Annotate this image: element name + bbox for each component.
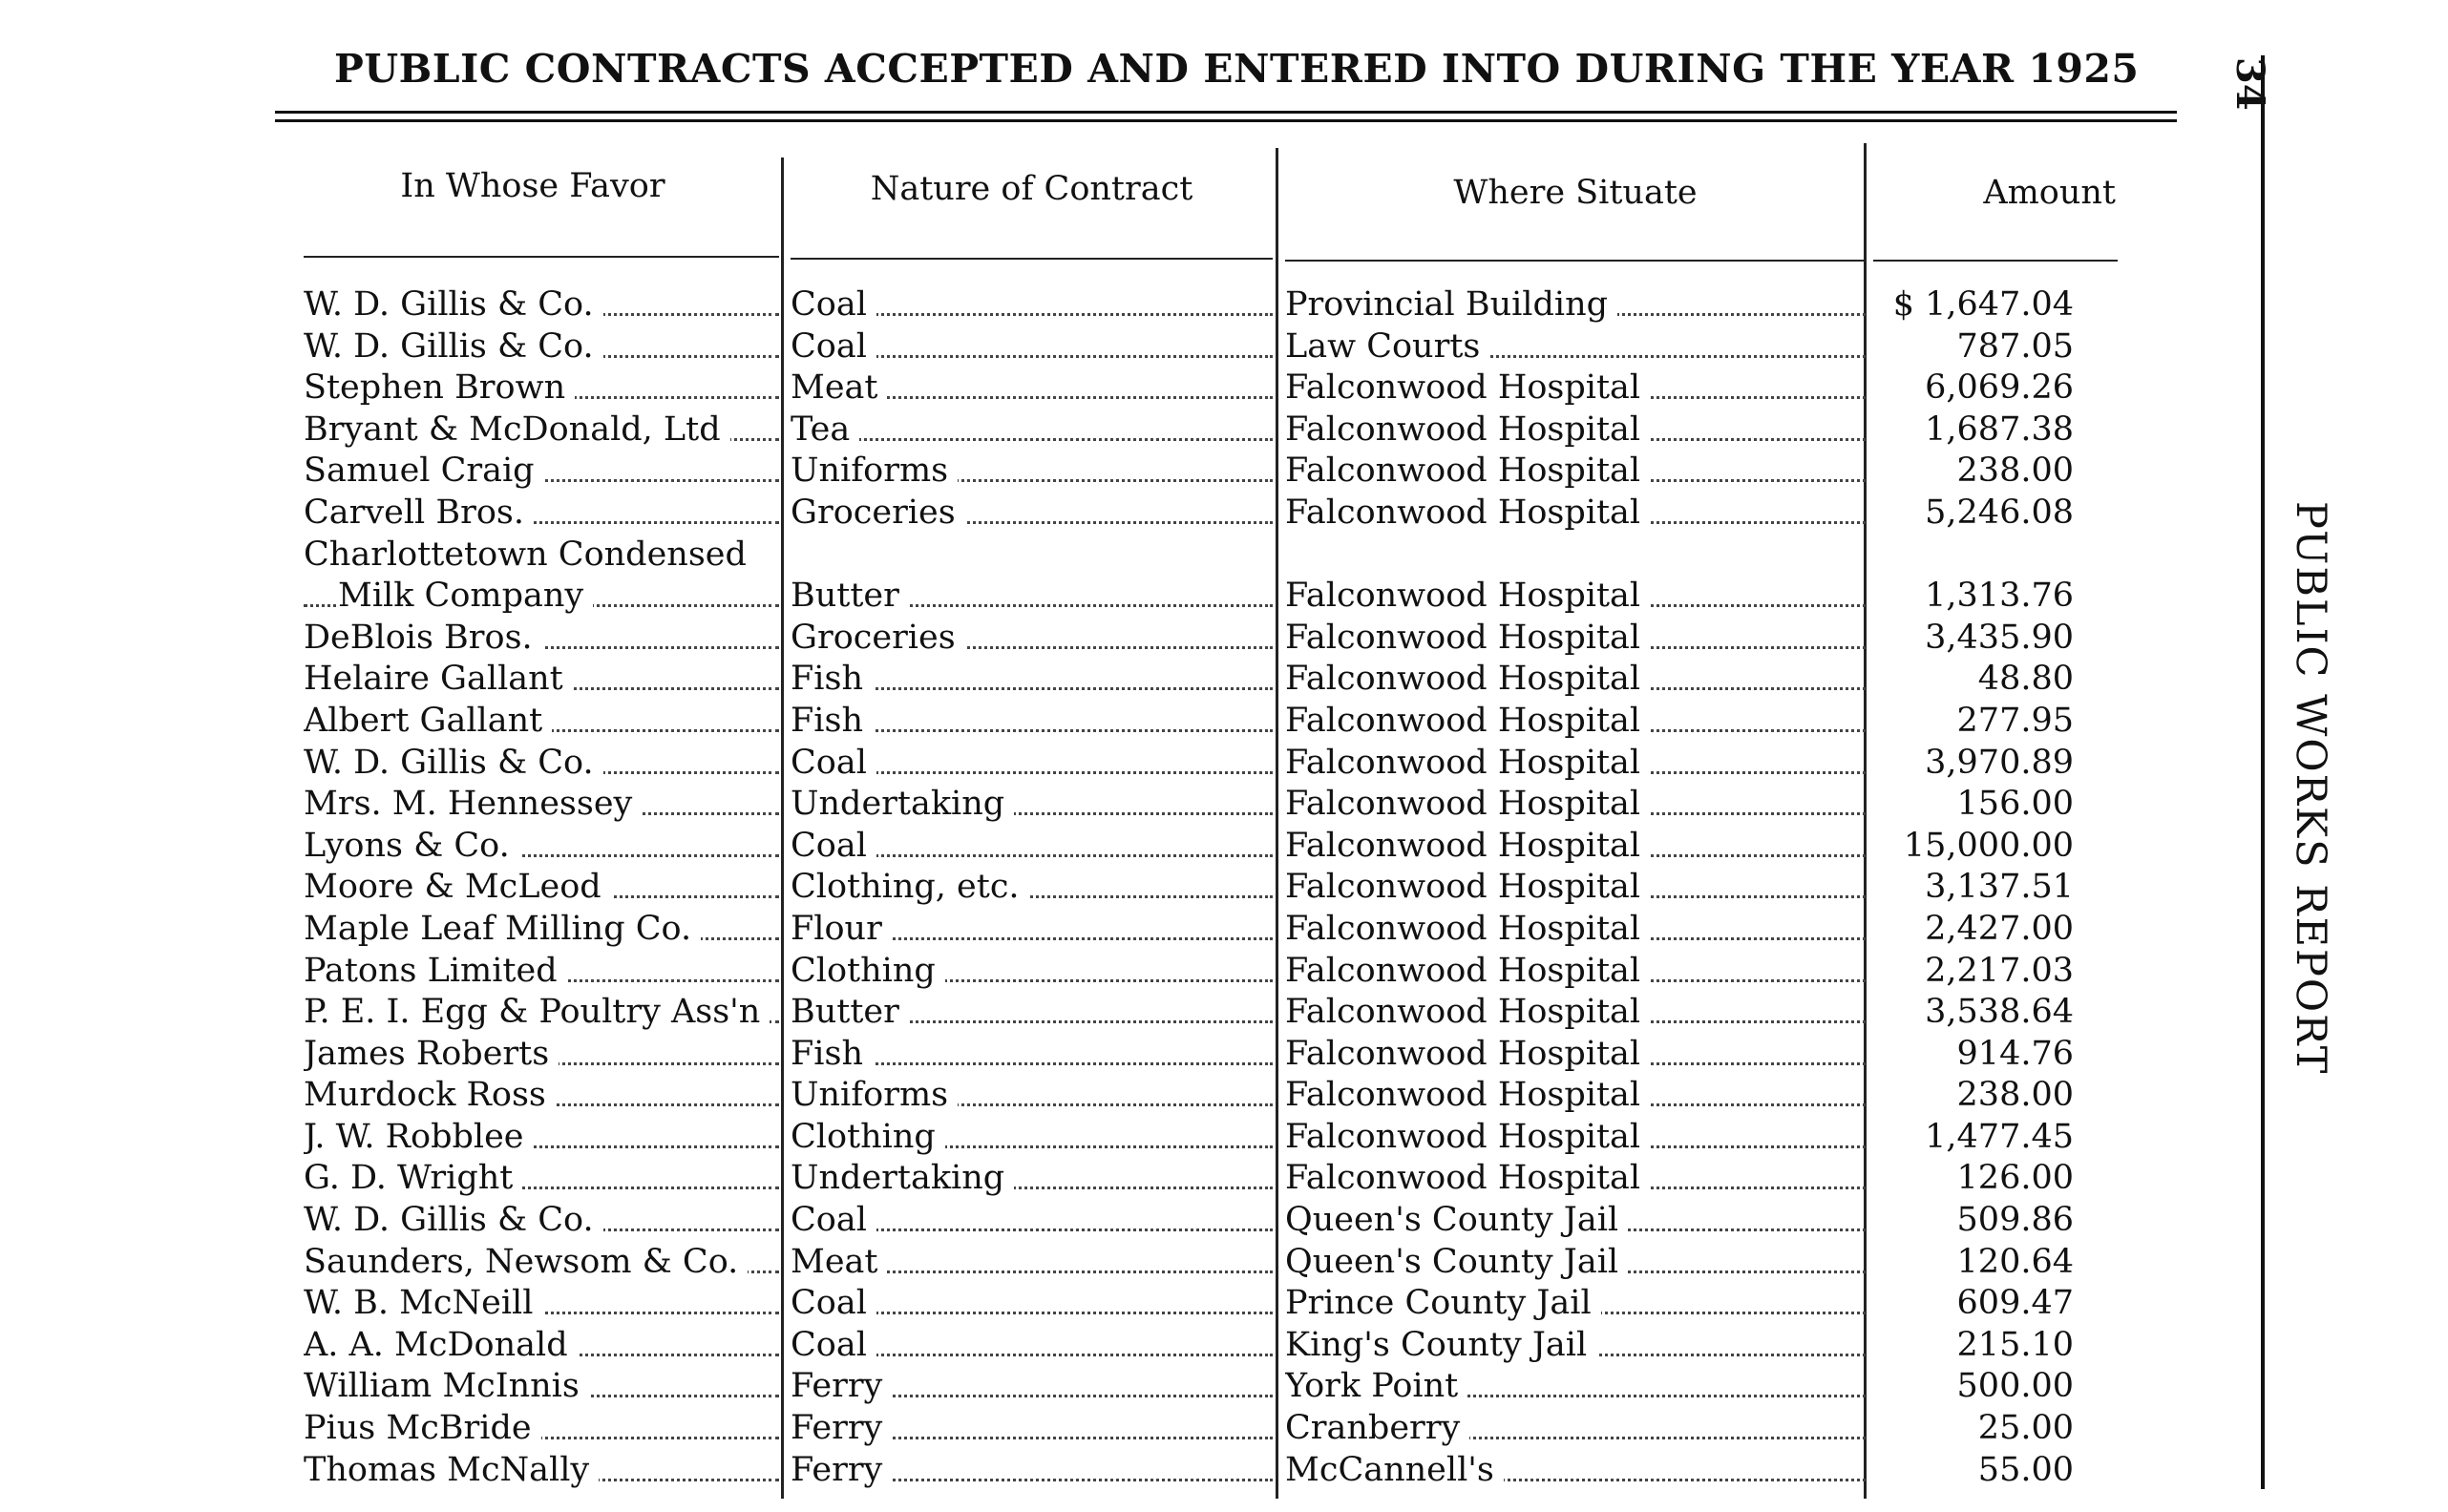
cell-amount-text: 25.00 (1978, 1409, 2083, 1447)
cell-where-text: Falconwood Hospital (1285, 577, 1650, 615)
cell-nature-text: Fish (791, 660, 873, 698)
cell-favor-text: Charlottetown Condensed (304, 536, 756, 574)
cell-favor (304, 784, 779, 825)
cell-favor (304, 284, 779, 326)
cell-favor-text: Helaire Gallant (304, 660, 573, 698)
cell-nature-text: Meat (791, 368, 887, 407)
cell-amount-text: 126.00 (1957, 1159, 2083, 1197)
cell-where (1285, 1075, 1866, 1116)
cell-where-text: McCannell's (1285, 1451, 1504, 1489)
cell-amount-text (2074, 536, 2083, 574)
cell-favor (304, 1366, 779, 1407)
cell-where (1285, 1158, 1866, 1199)
margin-rule (2261, 55, 2265, 1489)
cell-favor (304, 326, 779, 368)
cell-amount (1871, 826, 2083, 867)
cell-where (1285, 1283, 1866, 1324)
table-row (0, 1325, 2196, 1367)
cell-where (1285, 284, 1866, 326)
cell-nature-text: Clothing (791, 1118, 945, 1156)
cell-where-text (1285, 536, 1295, 574)
table-row (0, 1450, 2196, 1492)
cell-amount (1871, 1366, 2083, 1407)
cell-amount-text: 1,313.76 (1925, 577, 2083, 615)
cell-where-text: Prince County Jail (1285, 1284, 1601, 1322)
cell-favor-text: Thomas McNally (304, 1451, 599, 1489)
cell-favor (304, 535, 779, 576)
header-amount: Amount (1983, 174, 2116, 212)
cell-nature (791, 743, 1273, 784)
table-row (0, 784, 2196, 826)
cell-nature (791, 1408, 1273, 1449)
cell-favor (304, 826, 779, 867)
cell-nature-text: Uniforms (791, 452, 958, 490)
table-row (0, 992, 2196, 1034)
title-double-rule (275, 111, 2177, 122)
cell-where-text: Falconwood Hospital (1285, 660, 1650, 698)
cell-where (1285, 701, 1866, 742)
cell-where-text: Falconwood Hospital (1285, 368, 1650, 407)
cell-where (1285, 1117, 1866, 1158)
cell-favor (304, 1408, 779, 1449)
cell-nature (791, 1200, 1273, 1241)
cell-nature (791, 1242, 1273, 1283)
table-row (0, 951, 2196, 993)
cell-nature (791, 1117, 1273, 1158)
cell-where (1285, 743, 1866, 784)
cell-nature-text: Coal (791, 327, 876, 366)
cell-where (1285, 451, 1866, 492)
cell-favor-text: W. D. Gillis & Co. (304, 285, 603, 324)
cell-favor-text: Samuel Craig (304, 452, 544, 490)
header-nature-of-contract: Nature of Contract (870, 170, 1193, 208)
cell-where-text: Falconwood Hospital (1285, 744, 1650, 782)
cell-amount (1871, 326, 2083, 368)
cell-nature (791, 1158, 1273, 1199)
cell-where-text: Falconwood Hospital (1285, 1035, 1650, 1073)
cell-favor-text: William McInnis (304, 1367, 589, 1405)
cell-amount (1871, 701, 2083, 742)
cell-amount-text: 914.76 (1957, 1035, 2083, 1073)
cell-favor-text: Bryant & McDonald, Ltd (304, 410, 730, 449)
cell-where-text: Falconwood Hospital (1285, 1118, 1650, 1156)
cell-amount (1871, 410, 2083, 451)
cell-favor (304, 659, 779, 700)
cell-favor-text: W. B. McNeill (304, 1284, 542, 1322)
table-row (0, 618, 2196, 660)
cell-amount (1871, 576, 2083, 617)
table-row (0, 909, 2196, 951)
cell-where-text: Falconwood Hospital (1285, 868, 1650, 906)
cell-amount-text: 6,069.26 (1925, 368, 2083, 407)
cell-where-text: Falconwood Hospital (1285, 1076, 1650, 1114)
cell-favor-text: Milk Company (338, 577, 593, 615)
header-rule-nature (791, 258, 1273, 260)
table-row (0, 1366, 2196, 1408)
table-row (0, 1200, 2196, 1242)
cell-nature-text: Coal (791, 827, 876, 865)
cell-nature (791, 1075, 1273, 1116)
cell-favor (304, 701, 779, 742)
cell-where (1285, 535, 1866, 576)
cell-where-text: Law Courts (1285, 327, 1489, 366)
cell-nature (791, 576, 1273, 617)
cell-nature (791, 410, 1273, 451)
cell-where-text: Falconwood Hospital (1285, 827, 1650, 865)
table-row (0, 1242, 2196, 1284)
cell-amount (1871, 784, 2083, 825)
cell-favor-text: James Roberts (304, 1035, 559, 1073)
cell-where (1285, 1450, 1866, 1491)
cell-favor (304, 1075, 779, 1116)
cell-where-text: Queen's County Jail (1285, 1243, 1628, 1281)
cell-where (1285, 410, 1866, 451)
cell-favor-text: J. W. Robblee (304, 1118, 534, 1156)
cell-nature (791, 368, 1273, 409)
page-title: PUBLIC CONTRACTS ACCEPTED AND ENTERED INTO DURING THE YEAR 1925 (334, 46, 2140, 92)
cell-where-text: Falconwood Hospital (1285, 1159, 1650, 1197)
cell-favor (304, 1283, 779, 1324)
cell-amount (1871, 284, 2083, 326)
cell-nature-text: Meat (791, 1243, 887, 1281)
cell-where (1285, 576, 1866, 617)
cell-nature-text: Clothing, etc. (791, 868, 1029, 906)
cell-favor-text: Saunders, Newsom & Co. (304, 1243, 748, 1281)
cell-nature (791, 909, 1273, 950)
cell-favor-text: Lyons & Co. (304, 827, 519, 865)
header-rule-where (1285, 260, 1866, 262)
cell-favor (304, 410, 779, 451)
cell-where (1285, 909, 1866, 950)
cell-nature (791, 493, 1273, 534)
cell-nature-text: Coal (791, 285, 876, 324)
cell-favor (304, 992, 779, 1033)
cell-amount-text: 1,687.38 (1925, 410, 2083, 449)
cell-amount-text: 3,435.90 (1925, 619, 2083, 657)
cell-nature (791, 951, 1273, 992)
cell-favor (304, 1200, 779, 1241)
cell-favor (304, 1325, 779, 1366)
cell-amount (1871, 1325, 2083, 1366)
cell-amount-text: 1,477.45 (1925, 1118, 2083, 1156)
cell-favor-text: P. E. I. Egg & Poultry Ass'n (304, 993, 770, 1031)
cell-nature-text: Coal (791, 744, 876, 782)
cell-where (1285, 867, 1866, 908)
cell-nature-text: Ferry (791, 1451, 892, 1489)
cell-nature-text: Groceries (791, 494, 965, 532)
cell-amount (1871, 493, 2083, 534)
cell-nature (791, 618, 1273, 659)
cell-where (1285, 1200, 1866, 1241)
cell-amount-text: 3,137.51 (1925, 868, 2083, 906)
cell-amount (1871, 1158, 2083, 1199)
cell-amount (1871, 909, 2083, 950)
cell-nature-text: Fish (791, 1035, 873, 1073)
table-row (0, 743, 2196, 785)
cell-favor (304, 867, 779, 908)
cell-amount (1871, 1283, 2083, 1324)
cell-nature-text: Butter (791, 993, 909, 1031)
cell-nature-text: Flour (791, 910, 892, 948)
cell-nature-text: Uniforms (791, 1076, 958, 1114)
cell-nature-text: Butter (791, 577, 909, 615)
cell-amount (1871, 535, 2083, 576)
header-rule-amount (1873, 260, 2118, 262)
cell-favor-text: Moore & McLeod (304, 868, 611, 906)
cell-nature (791, 826, 1273, 867)
cell-where (1285, 1408, 1866, 1449)
cell-amount-text: 55.00 (1978, 1451, 2083, 1489)
cell-favor-text: Stephen Brown (304, 368, 575, 407)
cell-favor (304, 743, 779, 784)
cell-where-text: Falconwood Hospital (1285, 619, 1650, 657)
cell-nature (791, 326, 1273, 368)
cell-favor (304, 368, 779, 409)
cell-amount-text: 500.00 (1957, 1367, 2083, 1405)
cell-where-text: Falconwood Hospital (1285, 952, 1650, 990)
cell-nature-text: Tea (791, 410, 859, 449)
cell-nature-text: Fish (791, 702, 873, 740)
table-row (0, 826, 2196, 868)
table-row (0, 701, 2196, 743)
cell-nature-text: Ferry (791, 1409, 892, 1447)
cell-where (1285, 951, 1866, 992)
cell-favor-text: W. D. Gillis & Co. (304, 327, 603, 366)
cell-favor-text: W. D. Gillis & Co. (304, 744, 603, 782)
cell-nature (791, 1450, 1273, 1491)
cell-favor-text: Patons Limited (304, 952, 567, 990)
cell-favor-text: Murdock Ross (304, 1076, 556, 1114)
cell-where-text: Cranberry (1285, 1409, 1469, 1447)
table-row (0, 284, 2196, 326)
cell-nature (791, 992, 1273, 1033)
cell-amount-text: 609.47 (1957, 1284, 2083, 1322)
cell-nature (791, 451, 1273, 492)
cell-where (1285, 368, 1866, 409)
cell-favor (304, 618, 779, 659)
table-row (0, 1117, 2196, 1159)
table-row (0, 1075, 2196, 1117)
cell-nature-text: Coal (791, 1284, 876, 1322)
cell-amount-text: 5,246.08 (1925, 494, 2083, 532)
cell-where (1285, 1325, 1866, 1366)
cell-amount-text: 2,217.03 (1925, 952, 2083, 990)
cell-where (1285, 618, 1866, 659)
cell-amount (1871, 618, 2083, 659)
cell-where (1285, 992, 1866, 1033)
table-row (0, 867, 2196, 909)
cell-amount (1871, 1117, 2083, 1158)
cell-where (1285, 1034, 1866, 1075)
table-row (0, 368, 2196, 410)
table-row (0, 493, 2196, 535)
cell-favor (304, 1158, 779, 1199)
cell-where (1285, 326, 1866, 368)
cell-amount-text: 3,538.64 (1925, 993, 2083, 1031)
cell-amount-text: 509.86 (1957, 1201, 2083, 1239)
cell-where (1285, 1242, 1866, 1283)
cell-favor-text: Maple Leaf Milling Co. (304, 910, 701, 948)
cell-amount-text: 2,427.00 (1925, 910, 2083, 948)
cell-amount-text: 15,000.00 (1904, 827, 2083, 865)
cell-nature (791, 784, 1273, 825)
table-row (0, 451, 2196, 493)
cell-where-text: Falconwood Hospital (1285, 785, 1650, 823)
table-row (0, 410, 2196, 452)
cell-where-text: Falconwood Hospital (1285, 702, 1650, 740)
cell-amount (1871, 1075, 2083, 1116)
table-row (0, 1034, 2196, 1076)
cell-favor (304, 1034, 779, 1075)
cell-favor (304, 1242, 779, 1283)
cell-amount (1871, 867, 2083, 908)
table-row (0, 535, 2196, 577)
cell-favor-text: G. D. Wright (304, 1159, 522, 1197)
cell-favor (304, 909, 779, 950)
cell-amount-text: 238.00 (1957, 452, 2083, 490)
cell-favor-text: Albert Gallant (304, 702, 552, 740)
cell-where (1285, 784, 1866, 825)
cell-amount-text: 48.80 (1978, 660, 2083, 698)
table-row (0, 1283, 2196, 1325)
cell-where-text: Provincial Building (1285, 285, 1617, 324)
cell-where (1285, 493, 1866, 534)
cell-nature (791, 1283, 1273, 1324)
cell-amount (1871, 451, 2083, 492)
cell-nature (791, 1366, 1273, 1407)
table-row (0, 576, 2196, 618)
cell-favor-text: DeBlois Bros. (304, 619, 542, 657)
cell-where-text: Falconwood Hospital (1285, 494, 1650, 532)
cell-amount (1871, 659, 2083, 700)
cell-nature (791, 1325, 1273, 1366)
cell-amount (1871, 1200, 2083, 1241)
cell-nature-text: Coal (791, 1201, 876, 1239)
cell-amount-text: 215.10 (1957, 1326, 2083, 1364)
table-row (0, 1408, 2196, 1450)
cell-nature-text (791, 536, 800, 574)
cell-where (1285, 659, 1866, 700)
cell-favor-text: Mrs. M. Hennessey (304, 785, 642, 823)
cell-where (1285, 826, 1866, 867)
running-side-label: PUBLIC WORKS REPORT (2287, 501, 2334, 1076)
table-row (0, 326, 2196, 368)
table-row (0, 1158, 2196, 1200)
cell-amount (1871, 1242, 2083, 1283)
cell-amount-text: 787.05 (1957, 327, 2083, 366)
contracts-table (0, 284, 2196, 1491)
cell-nature (791, 867, 1273, 908)
cell-nature-text: Ferry (791, 1367, 892, 1405)
cell-where-text: Queen's County Jail (1285, 1201, 1628, 1239)
cell-favor (304, 451, 779, 492)
cell-where-text: King's County Jail (1285, 1326, 1596, 1364)
cell-favor (304, 951, 779, 992)
cell-favor-text: Pius McBride (304, 1409, 541, 1447)
cell-amount-text: 238.00 (1957, 1076, 2083, 1114)
cell-nature-text: Undertaking (791, 1159, 1014, 1197)
cell-amount (1871, 1408, 2083, 1449)
cell-nature (791, 284, 1273, 326)
cell-nature-text: Coal (791, 1326, 876, 1364)
cell-amount (1871, 743, 2083, 784)
header-where-situate: Where Situate (1453, 174, 1698, 212)
cell-favor-text: W. D. Gillis & Co. (304, 1201, 603, 1239)
cell-nature (791, 535, 1273, 576)
cell-nature (791, 701, 1273, 742)
cell-where-text: York Point (1285, 1367, 1467, 1405)
cell-amount (1871, 1450, 2083, 1491)
cell-favor-text: Carvell Bros. (304, 494, 534, 532)
cell-amount-text: 156.00 (1957, 785, 2083, 823)
cell-where-text: Falconwood Hospital (1285, 452, 1650, 490)
cell-amount (1871, 1034, 2083, 1075)
cell-nature (791, 1034, 1273, 1075)
header-in-whose-favor: In Whose Favor (400, 167, 665, 205)
cell-where-text: Falconwood Hospital (1285, 410, 1650, 449)
cell-favor (304, 1117, 779, 1158)
cell-where-text: Falconwood Hospital (1285, 910, 1650, 948)
cell-favor-text: A. A. McDonald (304, 1326, 578, 1364)
cell-nature (791, 659, 1273, 700)
cell-amount-text: 277.95 (1957, 702, 2083, 740)
cell-amount (1871, 368, 2083, 409)
cell-favor (304, 1450, 779, 1491)
cell-nature-text: Undertaking (791, 785, 1014, 823)
page-number: 34 (2227, 57, 2272, 111)
header-rule-favor (304, 256, 779, 258)
cell-nature-text: Groceries (791, 619, 965, 657)
cell-amount-text: 120.64 (1957, 1243, 2083, 1281)
cell-nature-text: Clothing (791, 952, 945, 990)
table-row (0, 659, 2196, 701)
cell-where (1285, 1366, 1866, 1407)
cell-where-text: Falconwood Hospital (1285, 993, 1650, 1031)
cell-favor (304, 576, 779, 617)
cell-amount (1871, 951, 2083, 992)
cell-amount-text: $ 1,647.04 (1893, 285, 2083, 324)
cell-amount-text: 3,970.89 (1925, 744, 2083, 782)
cell-amount (1871, 992, 2083, 1033)
cell-favor (304, 493, 779, 534)
